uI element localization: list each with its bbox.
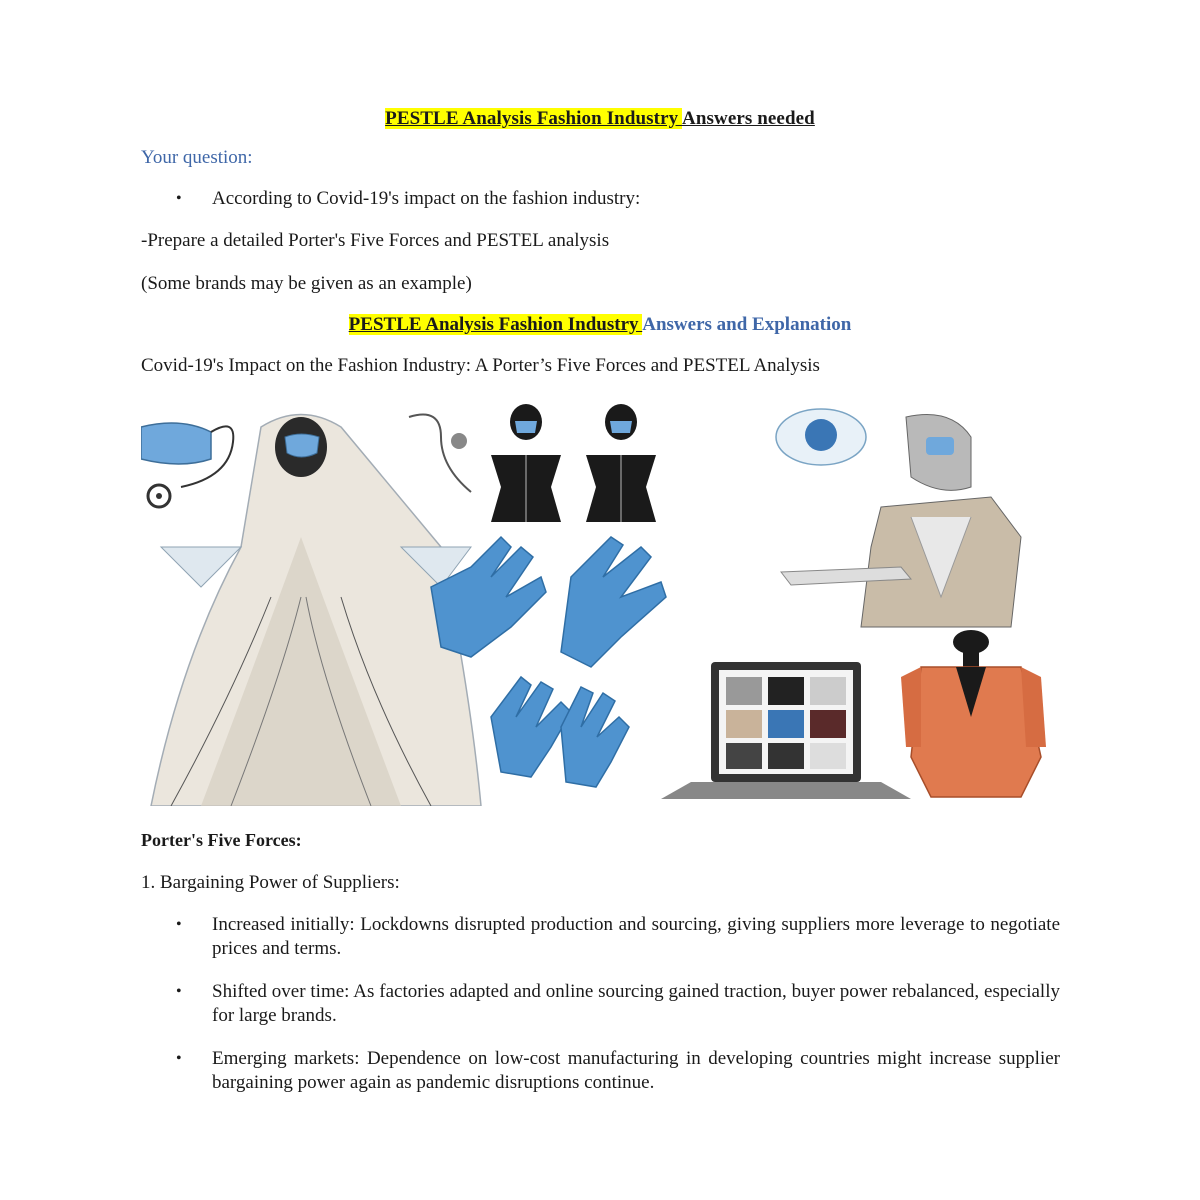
face-shield-woman-illustration	[776, 409, 1021, 627]
list-item	[176, 980, 1060, 1028]
masked-bride-illustration	[151, 415, 481, 807]
laptop-online-store-illustration	[661, 662, 911, 799]
illustration-graphic	[141, 397, 1060, 806]
bullet-icon: •	[176, 916, 182, 933]
list-item-text: Shifted over time: As factories adapted and online sourcing gained traction, buyer power rebalanced, especially for large brands.	[212, 981, 1060, 1026]
section-title: Porter's Five Forces:	[141, 830, 302, 850]
mannequin-illustration	[491, 404, 656, 522]
list-item-text: Increased initially: Lockdowns disrupted production and sourcing, giving suppliers more leverage to negotiate prices and terms.	[212, 914, 1060, 959]
bullet-icon: •	[176, 983, 182, 1000]
question-line-2: (Some brands may be given as an example)	[141, 273, 472, 294]
answer-heading-rest: Answers and Explanation	[642, 314, 852, 335]
question-bullet	[176, 187, 640, 211]
face-mask-icon	[141, 423, 233, 507]
answer-heading-highlighted: PESTLE Analysis Fashion Industry	[348, 314, 643, 335]
question-label: Your question:	[141, 147, 253, 168]
list-item	[176, 913, 1060, 961]
bullet-icon: •	[176, 1050, 182, 1067]
list-item-text: Emerging markets: Dependence on low-cost manufacturing in developing countries might increase supplier bargaining power again as pandemic disruptions continue.	[212, 1048, 1060, 1093]
title-highlighted: PESTLE Analysis Fashion Industry	[385, 108, 683, 129]
answer-heading	[0, 314, 1200, 336]
question-bullet-text: According to Covid-19's impact on the fashion industry:	[212, 188, 641, 209]
force-bullet-list	[176, 913, 1060, 1114]
force-heading: 1. Bargaining Power of Suppliers:	[141, 872, 400, 893]
document-title	[0, 108, 1200, 130]
question-line-1: -Prepare a detailed Porter's Five Forces and PESTEL analysis	[141, 230, 610, 251]
covid-fashion-illustration	[141, 397, 1060, 806]
list-item	[176, 1047, 1060, 1095]
bullet-icon: •	[176, 190, 182, 207]
title-rest: Answers needed	[682, 108, 815, 129]
orange-coat-illustration	[901, 630, 1046, 797]
document-subtitle: Covid-19's Impact on the Fashion Industry: A Porter’s Five Forces and PESTEL Analysis	[141, 355, 820, 376]
